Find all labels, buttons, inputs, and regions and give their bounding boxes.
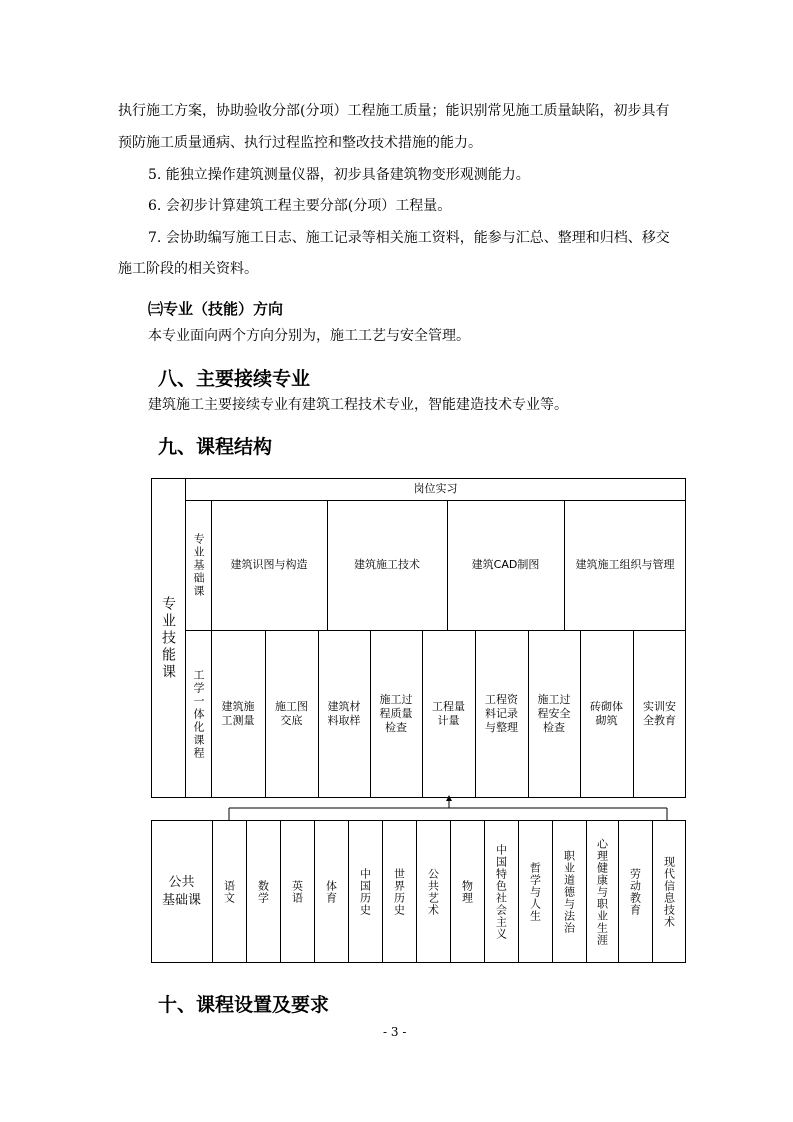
public-course-cell: 劳动教育: [628, 867, 642, 916]
public-course-cell: 世界历史: [392, 867, 406, 916]
paragraph-line: 执行施工方案，协助验收分部(分项）工程施工质量；能识别常见施工质量缺陷，初步具有: [118, 103, 670, 119]
public-course-cell: 英语: [290, 879, 304, 904]
integrated-course-cell: 工程量 计量: [432, 700, 465, 727]
public-course-cell: 中国特色社会主义: [494, 843, 508, 940]
public-course-cell: 数学: [256, 879, 270, 904]
paragraph: 建筑施工主要接续专业有建筑工程技术专业，智能建造技术专业等。: [148, 397, 568, 413]
public-courses-label: 公共 基础课: [161, 874, 201, 908]
integrated-course-cell: 实训安 全教育: [643, 700, 676, 727]
public-course-cell: 体育: [324, 879, 338, 904]
basic-courses-label: 专业基础课: [192, 532, 205, 598]
list-item: 5. 能独立操作建筑测量仪器，初步具备建筑物变形观测能力。: [148, 167, 530, 183]
section-heading: 九、课程结构: [158, 436, 273, 458]
basic-course-cell: 建筑施工组织与管理: [575, 558, 675, 571]
integrated-course-cell: 施工图 交底: [275, 700, 308, 727]
public-course-cell: 语文: [222, 879, 236, 904]
page-number: - 3 -: [383, 1025, 407, 1039]
section-heading: 十、课程设置及要求: [158, 994, 330, 1016]
paragraph-line: 预防施工质量通病、执行过程监控和整改技术措施的能力。: [118, 135, 482, 151]
section-heading: 八、主要接续专业: [158, 368, 311, 390]
integrated-course-cell: 施工过 程安全 检查: [537, 693, 571, 734]
public-course-cell: 心理健康与职业生涯: [595, 837, 609, 946]
internship-label: 岗位实习: [413, 482, 458, 495]
list-item: 7. 会协助编写施工日志、施工记录等相关施工资料，能参与汇总、整理和归档、移交: [148, 230, 670, 246]
skill-courses-label: 专业技能课: [160, 595, 176, 681]
integrated-courses-label: 工学一体化课程: [192, 668, 205, 760]
integrated-course-cell: 建筑材 料取样: [327, 700, 361, 727]
integrated-course-cell: 工程资 料记录 与整理: [485, 693, 518, 734]
basic-course-cell: 建筑施工技术: [354, 558, 420, 571]
public-course-cell: 哲学与人生: [528, 861, 542, 922]
public-course-cell: 物理: [460, 879, 474, 904]
section-heading: ㈢专业（技能）方向: [148, 300, 284, 318]
integrated-course-cell: 建筑施 工测量: [221, 700, 255, 727]
public-course-cell: 职业道德与法治: [562, 849, 576, 934]
paragraph-line: 施工阶段的相关资料。: [118, 261, 258, 277]
public-course-cell: 现代信息技术: [662, 855, 676, 928]
public-course-cell: 中国历史: [358, 867, 372, 916]
basic-course-cell: 建筑识图与构造: [230, 558, 308, 571]
list-item: 6. 会初步计算建筑工程主要分部(分项）工程量。: [148, 198, 452, 214]
basic-course-cell: 建筑CAD制图: [471, 558, 540, 571]
public-course-cell: 公共艺术: [426, 867, 440, 916]
integrated-course-cell: 砖砌体 砌筑: [590, 700, 623, 727]
paragraph: 本专业面向两个方向分别为，施工工艺与安全管理。: [148, 328, 470, 344]
integrated-course-cell: 施工过 程质量 检查: [379, 693, 413, 734]
